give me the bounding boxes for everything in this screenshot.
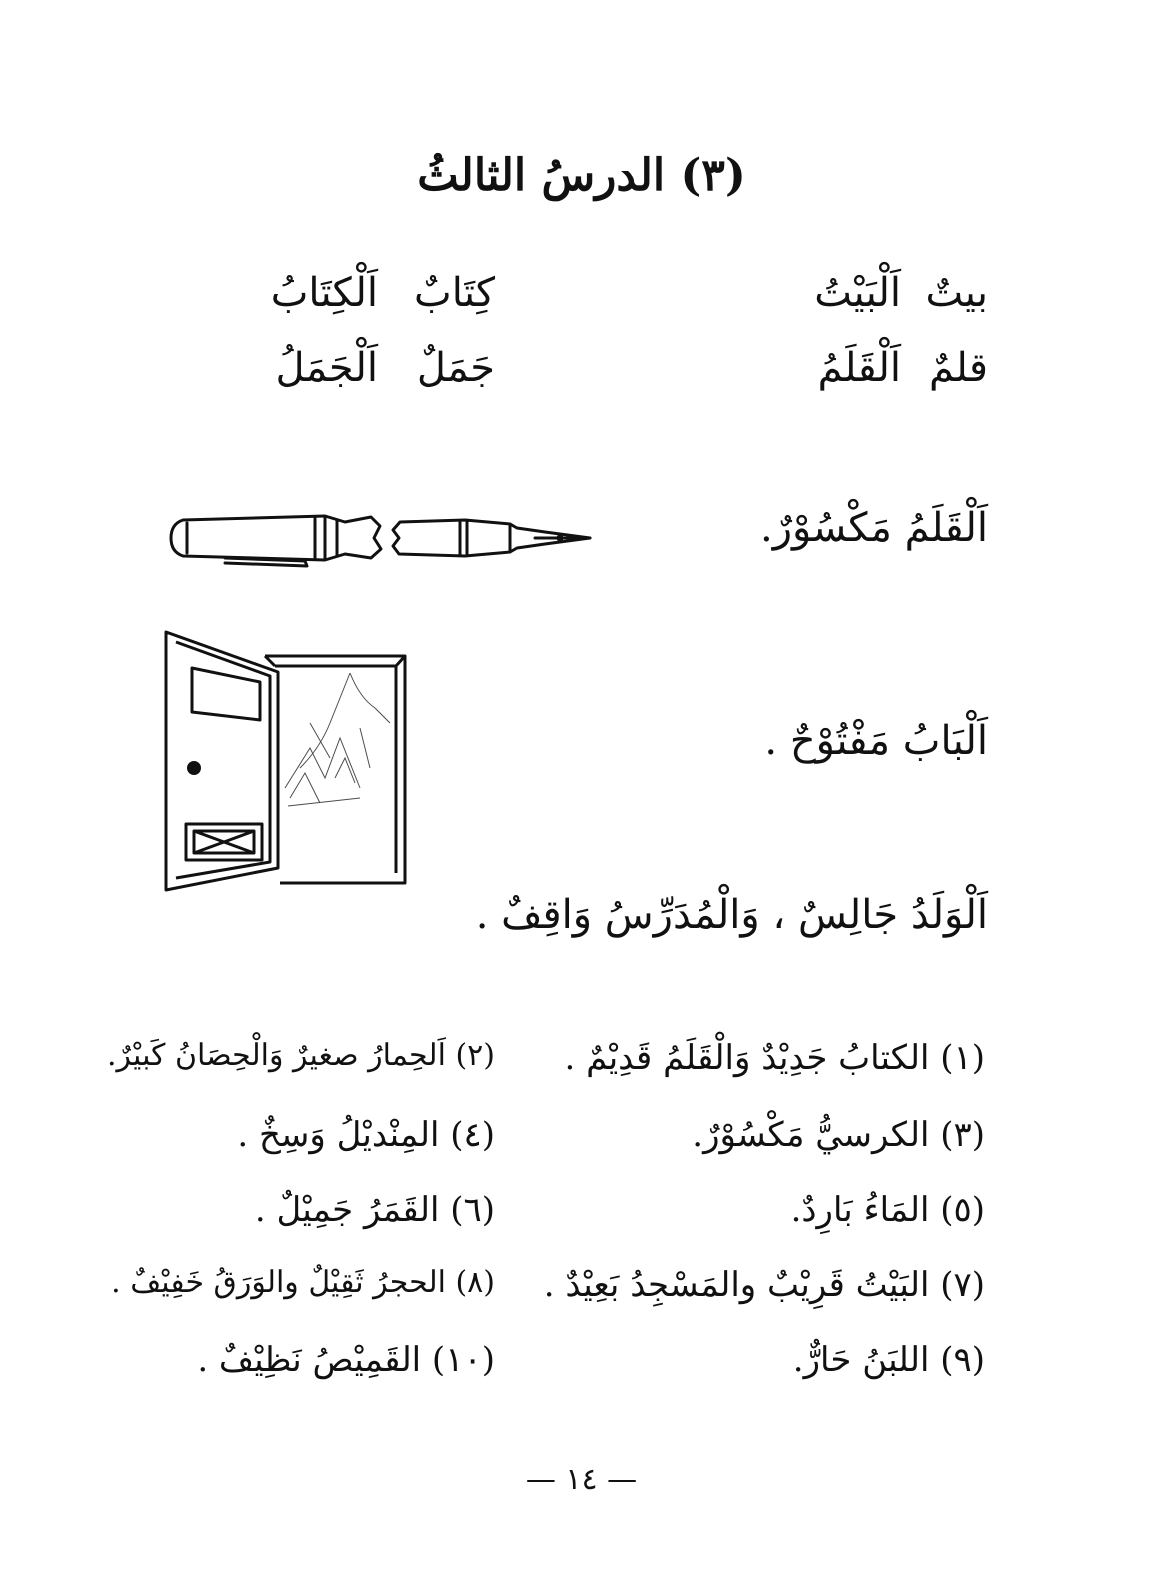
sentence-boy-teacher: اَلْوَلَدُ جَالِسٌ ، وَالْمُدَرِّسُ وَاقِفٌ . [475, 892, 988, 938]
vocab-word-al-jamal: اَلْجَمَلُ [275, 345, 378, 391]
sentence-door-open: اَلْبَابُ مَفْتُوْحٌ . [764, 718, 988, 764]
vocab-word-kitab: كِتَابٌ [414, 270, 495, 316]
vocab-word-jamal: جَمَلٌ [416, 345, 495, 391]
exercise-10: (١٠) القَمِيْصُ نَظِيْفٌ . [197, 1340, 495, 1380]
vocab-word-al-kitab: اَلْكِتَابُ [270, 270, 378, 316]
lesson-title: (٣) الدرسُ الثالثُ [417, 150, 746, 201]
vocab-word-al-bayt: اَلْبَيْتُ [814, 270, 901, 316]
exercise-3: (٣) الكرسيُّ مَكْسُوْرٌ. [692, 1115, 985, 1155]
exercise-5: (٥) المَاءُ بَارِدٌ. [790, 1190, 985, 1230]
exercise-7: (٧) البَيْتُ قَرِيْبٌ والمَسْجِدُ بَعِيْدٌ . [543, 1265, 985, 1305]
open-door-icon [160, 628, 410, 898]
exercise-1: (١) الكتابُ جَدِيْدٌ وَالْقَلَمُ قَدِيْمٌ . [564, 1038, 985, 1078]
broken-fountain-pen-icon [165, 508, 605, 568]
vocab-word-bayt: بيتٌ [925, 270, 988, 316]
vocab-word-qalam: قلمٌ [929, 345, 988, 391]
page-number: — ١٤ — [525, 1462, 638, 1497]
vocab-word-al-qalam: اَلْقَلَمُ [817, 345, 901, 391]
exercise-8: (٨) الحجرُ ثَقِيْلٌ والوَرَقُ خَفِيْفٌ . [111, 1265, 495, 1300]
exercise-4: (٤) المِنْديْلُ وَسِخٌ . [237, 1115, 495, 1155]
exercise-9: (٩) اللبَنُ حَارٌّ. [792, 1340, 985, 1380]
exercise-6: (٦) القَمَرُ جَمِيْلٌ . [254, 1190, 495, 1230]
exercise-2: (٢) اَلحِمارُ صغيرٌ وَالْحِصَانُ كَبيْرٌ. [106, 1038, 495, 1073]
sentence-pen-broken: اَلْقَلَمُ مَكْسُوْرٌ. [759, 505, 988, 551]
